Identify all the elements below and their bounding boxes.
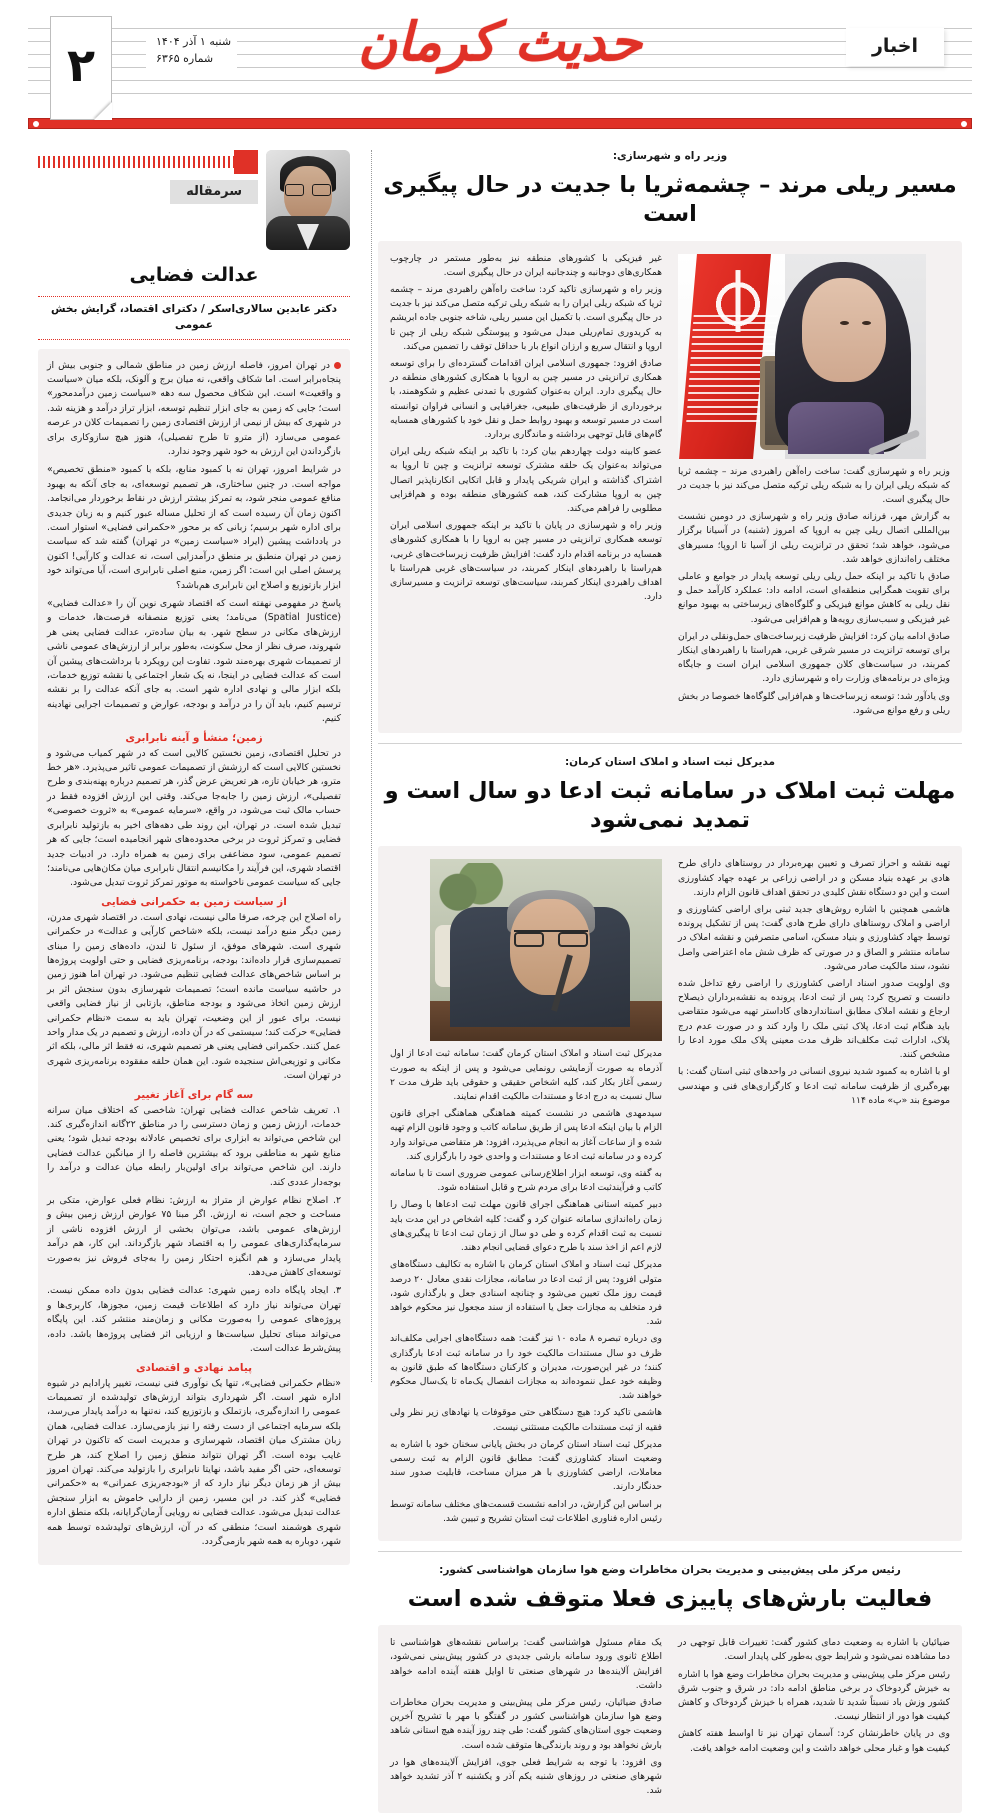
article-paragraph: مدیرکل ثبت اسناد استان کرمان در بخش پایانی سخنان خود با اشاره به وضعیت اسناد کشاورزی گفت: مطابق قانون الزام به ثبت رسمی معاملات، اراضی کشاورزی با هر میزان مساحت، قابلیت صدور سند حدنگار دارند. — [390, 1438, 662, 1493]
masthead-red-bar — [28, 118, 972, 129]
article-paragraph: وزیر راه و شهرسازی تاکید کرد: ساخت راه‌آهن راهبردی مرند – چشمه ثریا که شبکه ریلی ایران را به شبکه ریلی ترکیه متصل می‌کند نیز با جدیت در حال پیگیری است. با تکمیل این مسیر ریلی، شاخه جنوبی جاده ابریشم به کریدوری تمام‌ریلی مبدل می‌شود و پیوستگی شبکه ریلی از چین تا اروپا و انتقال سریع و ارزان انواع بار با حداقل توقف را تضمین می‌کند. — [390, 283, 662, 352]
editorial-body — [38, 349, 350, 1566]
editorial-paragraph: ۱. تعریف شاخص عدالت فضایی تهران: شاخصی که اختلاف میان سرانه خدمات، ارزش زمین و زمان دسترسی را در مناطق ۲۲گانه اندازه‌گیری کند. این شاخص می‌تواند به ابزاری برای تخصیص عادلانه بودجه تبدیل شود؛ یعنی منابع شهر به مناطقی برود که بیشترین فاصله را از میانگین عدالت فضایی دارند. این شاخص می‌تواند برای اولین‌بار رابطه میان عدالت و درآمد را بوجه‌دار عددی کند. — [47, 1104, 341, 1188]
page-body — [28, 150, 972, 1797]
article-paragraph: مدیرکل ثبت اسناد و املاک استان کرمان گفت: سامانه ثبت ادعا از اول آذرماه به صورت آزمایشی رونمایی می‌شود و پس از اینکه به صورت رسمی آغاز بکار کند، کلیه اشخاص حقیقی و حقوقی باید ظرف مدت ۲ سال نسبت به درج ادعا و مستندات مالکیت اقدام نمایند. — [390, 1048, 662, 1103]
article-paragraph: به گفته وی، توسعه ابزار اطلاع‌رسانی عمومی ضروری است تا با سامانه کاتب و فرآیندثبت ادعا برای مردم شرح و قابل استفاده شود. — [390, 1168, 662, 1194]
article-paragraph: هاشمی همچنین با اشاره روش‌های جدید ثبتی برای اراضی کشاورزی و اراضی و املاک روستاهای دارای طرح هادی گفت: پس از تشکیل پرونده توسط جهاد کشاورزی و بنیاد مسکن، اسامی متصرفین و نقشه املاک در سامانه منتشر و الصاق و در صورتی که ظرف شش ماه اعتراضی واصل نشود، سند مالکیت صادر می‌شود. — [678, 904, 950, 972]
editorial-paragraph: «نظام حکمرانی فضایی»، تنها یک نوآوری فنی نیست، تغییر پارادایم در شیوه اداره شهر است. اگر شهرداری بتواند ارزش‌های تولیدشده از تصمیمات عمومی را اندازه‌گیری، بازتملک و بازتوزیع کند، نه‌تنها به درآمد پایدار می‌رسد، بلکه سرمایه اجتماعی از دست رفته را نیز بازمی‌سازد. عدالت فضایی، همان زبان مشترک میان اقتصاد، شهرسازی و مدیریت است که تاکنون در تهران غایب بوده است. اگر تهران نتواند منطق زمین را اصلاح کند، هر طرح توسعه‌ای، حتی اگر مفید باشد، نهایتا نابرابری را بازتولید می‌کند. تهران امروز بیش از هر زمان دیگر نیاز دارد که از «بودجه‌ریزی عمرانی» به «حکمرانی فضایی» گذر کند. در این مسیر، زمین از دارایی خاموش به ابزار سنجش عدالت تبدیل می‌شود. عدالت فضایی نه رویایی آرمان‌گرایانه، بلکه منطق اداره شهری هوشمند است؛ منطقی که در آن، ارزش‌های تولیدشده توسط همه شهر، دوباره به همه شهر بازمی‌گردد. — [47, 1377, 341, 1547]
article-paragraph: مدیرکل ثبت اسناد و املاک استان کرمان با اشاره به تکالیف دستگاه‌های متولی افزود: پس از ثبت ادعا در سامانه، مجازات نقدی معادل ۲۰ درصد قیمت روز ملک تعیین می‌شود و چنانچه اسنادی جعل و بارگذاری شود، فرد متخلف به مجازات جعل یا استفاده از سند مجعول نیز محکوم خواهد شد. — [390, 1259, 662, 1328]
editorial-title: عدالت فضایی — [129, 264, 259, 286]
article-property-registry — [378, 756, 962, 1541]
editorial-byline: دکتر عابدین سالاری‌اسکر / دکترای اقتصاد، گرایش بخش عمومی — [38, 296, 350, 340]
article-panel — [378, 241, 962, 733]
editorial-paragraph: در شرایط امروز، تهران نه با کمبود منابع، بلکه با کمبود «منطق تخصیص» مواجه است. در چنین ساختاری، هر تصمیم توسعه‌ای، به جای آنکه به بهبود منافع عمومی منجر شود، به تمرکز بیشتر ارزش در نقاط برخوردار می‌انجامد. اکنون زمان آن رسیده است که از تحلیل مساله عبور کنیم و به زبان جدیدی برای اداره شهر برسیم؛ زبانی که بر محور «حکمرانی فضایی» استوار است. در یادداشت پیشین (ایراد «سیاست زمین» در تهران) گفته شد که سیاست زمین در تهران منطبق بر منطق درآمدزایی است، نه عدالت و کارآیی! اکنون پرسش اصلی این است: اگر زمین، منبع اصلی نابرابری است، آیا می‌تواند خود ابزار بازتوزیع و اصلاح این نابرابری هم‌باشد؟ — [47, 464, 341, 591]
article-kicker: مدیرکل ثبت اسناد و املاک استان کرمان: — [564, 755, 776, 768]
page-number: ۲ — [66, 38, 96, 92]
column-divider — [360, 150, 372, 1382]
article-paragraph: صادق افزود: جمهوری اسلامی ایران اقدامات گسترده‌ای را برای توسعه همکاری ترانزیتی در مسیر چین به اروپا با همکاری کشورهای منطقه در حال پیگیری دارد. ایران به‌عنوان کشوری با تمدنی عظیم و شکوهمند، با برخورداری از ظرفیت‌های طبیعی، جغرافیایی و انسانی فراوان توانسته است در مسیر توسعه و بهبود روابط حمل و نقل خود با کشورهای همسایه گام‌های قابل توجهی برداشته و ماندگاری بردارد. — [390, 357, 662, 440]
dashed-rule — [38, 156, 234, 168]
article-paragraph: غیر فیزیکی با کشورهای منطقه نیز به‌طور مستمر در چارچوب همکاری‌های دوجانبه و چندجانبه ایران در حال پیگیری است. — [390, 252, 662, 278]
editorial-paragraph: پاسخ در مفهومی نهفته است که اقتصاد شهری نوین آن را «عدالت فضایی» (Spatial Justice) می‌نامد؛ یعنی توزیع منصفانه فرصت‌ها، خدمات و ارزش‌های مکانی در سطح شهر. به بیان ساده‌تر، عدالت فضایی یعنی هر شهروند، صرف نظر از محل سکونت، به‌طور برابر از ارزش‌های عمومی ناشی از تصمیمات شهری بهره‌مند شود. تفاوت این رویکرد با برداشت‌های پیشین آن است که عدالت فضایی در اینجا، نه یک شعار اجتماعی یا نقشه توزیع خدمات، بلکه ابزار مالی و نهادی اداره شهر است. به جای آنکه عدالت را بر نقشه ترسیم کنیم، باید آن را در درآمد و بودجه، عوارض و تصمیمات اجرایی نهادینه کنیم. — [47, 598, 341, 725]
editorial-subheading: سه گام برای آغاز تغییر — [134, 1088, 254, 1101]
article-kicker: رئیس مرکز ملی پیش‌بینی و مدیریت بحران مخاطرات وضع هوا سازمان هواشناسی کشور: — [439, 1563, 901, 1576]
article-paragraph: صادق با تاکید بر اینکه حمل ریلی ریلی توسعه پایدار در جوامع و عاملی برای تقویت همگرایی منطقه‌ای است، ادامه داد: عملکرد کارآمد حمل و نقل ریلی به کاهش موانع فیزیکی و گلوگاه‌های زیرساختی به بهبود موانع غیر فیزیکی و سبب‌سازی رویه‌ها و هم‌افزایی می‌شود. — [678, 570, 950, 625]
article-column-right — [390, 252, 662, 721]
red-square-marker — [234, 150, 258, 174]
editorial-subheading: از سیاست زمین به حکمرانی فضایی — [101, 895, 287, 908]
masthead — [28, 0, 972, 140]
article-separator — [378, 1551, 962, 1552]
editorial-author-photo — [266, 150, 350, 250]
article-kicker: وزیر راه و شهرسازی: — [612, 150, 728, 162]
editorial-paragraph: ۲. اصلاح نظام عوارض از مترا‌ژ به ارزش: نظام فعلی عوارض، متکی بر مساحت و حجم است، نه ارزش. اگر مبنا ۷۵ عوارض ارزش زمین بیش و ارزش‌های عمومی باشد، می‌توان بخشی از ارزش افزوده ناشی از سرمایه‌گذاری‌های عمومی را به اقتصاد شهر بازگرداند. این کار، هم درآمد پایدار می‌سازد و هم انگیزه احتکار زمین را به‌جای فروش نیز به‌صورت توسعه‌ای کاهش می‌دهد. — [47, 1195, 341, 1279]
newspaper-logo: حدیث کرمان — [358, 11, 642, 73]
article-panel — [378, 1625, 962, 1813]
article-paragraph: رئیس مرکز ملی پیش‌بینی و مدیریت بحران مخاطرات وضع هوا با اشاره به خیزش گردوخاک در برخی مناطق ادامه داد: در شرق و جنوب شرق کشور وزش باد نسبتاً شدید تا شدید، همراه با خیزش گردوخاک و کاهش کیفیت هوا دور از انتظار نیست. — [678, 1668, 950, 1723]
section-tab-label: اخبار — [871, 35, 918, 57]
article-paragraph: وزیر راه و شهرسازی گفت: ساخت راه‌آهن راهبردی مرند – چشمه ثریا که شبکه ریلی ایران را به شبکه ریلی ترکیه متصل می‌کند نیز با جدیت در حال پیگیری است. — [678, 465, 950, 505]
article-paragraph: او با اشاره به کمبود شدید نیروی انسانی در واحدهای ثبتی استان گفت: با بهره‌گیری از ظرفیت سامانه ثبت ادعا و کارگزاری‌های فنی و مهندسی موضوع بند «پ» ماده ۱۱۴ — [678, 1066, 950, 1106]
article-panel — [378, 846, 962, 1541]
editorial-mark-bar — [38, 150, 258, 174]
registry-official-photo — [430, 859, 662, 1041]
article-paragraph: تهیه نقشه و احراز تصرف و تعیین بهره‌بردار در روستاهای دارای طرح هادی بر عهده بنیاد مسکن و در اراضی زراعی بر عهده جهاد کشاورزی است و این دو دستگاه نقش کلیدی در تحقق اهداف قانون الزام دارند. — [678, 858, 950, 898]
article-weather — [378, 1564, 962, 1813]
article-column-left — [678, 1636, 950, 1801]
article-paragraph: صادق ادامه بیان کرد: افزایش ظرفیت زیرساخت‌های حمل‌ونقلی در ایران برای توسعه ترانزیت در مسیر شرقی غربی، هم‌راستا با راهبردهای اینکار کمربند، در سیاست‌های کلان جمهوری اسلامی ایران است و جایگاه ویژه‌ای در برنامه‌های وزارت راه و شهرسازی دارد. — [678, 630, 950, 685]
page-corner-fold — [94, 102, 112, 120]
article-paragraph: سیدمهدی هاشمی در نشست کمیته هماهنگی هماهنگی اجرای قانون الزام با بیان اینکه ادعا پس از طریق سامانه کاتب و وجود قانون الزام تهیه شده و از ساعات آغاز به انجام می‌پذیرد، افزود: هر متقاضی می‌تواند وارد کرده و در سامانه ثبت ادعا و مستندات و واحدی خود را بارگزاری کند. — [390, 1108, 662, 1162]
issue-info — [146, 30, 237, 70]
article-paragraph: بر اساس این گزارش، در ادامه نشست قسمت‌های مختلف سامانه توسط رئیس اداره فناوری اطلاعات ثبت استان تشریح و تبیین شد. — [390, 1498, 662, 1524]
editorial-subheading: زمین؛ منشأ و آینه نابرابری — [125, 731, 263, 744]
editorial-label: سرمقاله — [170, 180, 258, 204]
section-tab[interactable] — [846, 28, 944, 66]
article-paragraph: صادق ضیائیان، رئیس مرکز ملی پیش‌بینی و مدیریت بحران مخاطرات وضع هوا سازمان هواشناسی کشور در گفتگو با مهر با تشریح آخرین وضعیت جوی استان‌های کشور گفت: طی چند روز آینده هیچ استانی شاهد بارش نخواهد بود و روند بارندگی‌ها متوقف شده است. — [390, 1697, 662, 1751]
article-paragraph: ضیائیان با اشاره به وضعیت دمای کشور گفت: تغییرات قابل توجهی در دما مشاهده نمی‌شود و شرایط جوی به‌طور کلی پایدار است. — [678, 1637, 950, 1663]
article-headline[interactable]: مهلت ثبت املاک در سامانه ثبت ادعا دو سال است و تمدید نمی‌شود — [384, 777, 956, 834]
issue-date: شنبه ۱ آذر ۱۴۰۴ — [156, 35, 232, 48]
editorial-subheading: پیامد نهادی و اقتصادی — [135, 1361, 253, 1374]
editorial-paragraph: راه اصلاح این چرخه، صرفا مالی نیست، نهادی است. در اقتصاد شهری مدرن، زمین دیگر منبع درآمد نیست، بلکه «شاخص کارآیی و عدالت» در حکمرانی شهری است. شهرهای موفق، از سئول تا لندن، داده‌های زمین را مبنای تصمیم‌سازی قرار داده‌اند: بودجه، برنامه‌ریزی فضایی و حتی اولویت پروژه‌ها بر اساس شاخص‌های عدالت فضایی تنظیم می‌شود. در تهران اما هنوز زمین در حاشیه سیاست مانده است؛ تصمیمات شهرسازی بدون سنجش اثر بر ارزش زمین اتخاذ می‌شود و بودجه مناطق، بازتابی از نیاز فضایی واقعی نیست. برای عبور از این وضعیت، تهران باید به سمت «نظام حکمرانی فضایی» حرکت کند؛ سیستمی که در آن داده، ارزش و تصمیم در یک مدار واحد عمل کنند. حکمرانی فضایی یعنی هر تصمیم شهری، نه فقط اثر مالی، بلکه اثر مکانی و توزیعی‌اش سنجیده شود. این همان حلقه مفقوده برنامه‌ریزی شهری در تهران است. — [47, 911, 341, 1082]
article-paragraph: وی درباره تبصره ۸ ماده ۱۰ نیز گفت: همه دستگاه‌های اجرایی مکلف‌اند ظرف دو سال مستندات مالکیت خود را در سامانه ثبت ادعا بارگذاری کنند؛ در غیر این‌صورت، مدیران و کارکنان دستگاه‌ها که طبق قانون به وظیفه خود عمل ننموده‌اند به مجازات انفصال یک‌ماه تا یک‌سال محکوم خواهند شد. — [390, 1333, 662, 1402]
editorial-header — [38, 150, 350, 250]
article-column-right — [390, 857, 662, 1529]
issue-number: شماره ۶۳۶۵ — [156, 52, 214, 65]
article-paragraph: عضو کابینه دولت چهاردهم بیان کرد: با تاکید بر اینکه شبکه ریلی ایران می‌تواند به‌عنوان یک حلقه مشترک توسعه ترانزیت و چین تا اروپا به اشتراک گذاشته و ایران شریکی پایدار و قابل اتکایی انکارناپذیر اتصال چین به اروپا مشارکت کند، همه کشورهای منطقه بوده و هم‌افزایی مطلوبی را فراهم می‌کند. — [390, 446, 662, 514]
article-headline[interactable]: مسیر ریلی مرند – چشمه‌ثریا با جدیت در حال پیگیری است — [383, 172, 957, 228]
article-paragraph: دبیر کمیته استانی هماهنگی اجرای قانون مهلت ثبت ادعاها با وصال را زمان راه‌اندازی سامانه عنوان کرد و گفت: کلیه اشخاص در این مدت باید نسبت به ثبت اقدام کرده و طی دو سال از زمان ثبت ادعا تا پیگیری‌های لازم اعم از اخذ سند با طرح دعوای قضایی انجام دهند. — [390, 1199, 662, 1254]
article-paragraph: وی در پایان خاطرنشان کرد: آسمان تهران نیز تا اواسط هفته کاهش کیفیت هوا و غبار محلی خواهد داشت و این وضعیت ادامه خواهد یافت. — [678, 1728, 950, 1754]
article-paragraph: وی یادآور شد: توسعه زیرساخت‌ها و هم‌افزایی گلوگاه‌ها خصوصا در بخش ریلی و رفع موانع می‌شود. — [678, 690, 950, 716]
news-column — [374, 150, 972, 1797]
page-number-box — [50, 16, 112, 120]
article-paragraph: هاشمی تاکید کرد: هیچ دستگاهی حتی موقوفات یا نهادهای زیر نظر ولی فقیه از ثبت مستندات مالکیت مستثنی نیست. — [390, 1407, 662, 1433]
article-paragraph: وزیر راه و شهرسازی در پایان با تاکید بر اینکه جمهوری اسلامی ایران توسعه همکاری ترانزیتی در مسیر چین به اروپا را با همکاری کشورهای همسایه در برنامه اقدام دارد گفت: افزایش ظرفیت زیرساخت‌های غربی، هم‌راستا با راهبردهای اینکار کمربند، در سیاست‌های غربی هم‌راستا با اهداف راهبردی اینکار کمربند، سیاست‌های توسعه ترانزیت و مسیرسازی دارد. — [390, 520, 662, 603]
article-paragraph: به گزارش مهر، فرزانه صادق وزیر راه و شهرسازی در دومین نشست بین‌المللی اتصال ریلی چین به اروپا که امروز (شنبه) در آسیانا برگزار می‌شود، خواهد شد؛ تحقق در ترانزیت ریلی از آسیا تا اروپا؛ مسیرهای مختلف راه‌اندازی خواهد شد. — [678, 511, 950, 565]
minister-photo — [678, 254, 926, 459]
article-rail-minister — [378, 150, 962, 733]
editorial-paragraph: در تهران امروز، فاصله ارزش زمین در مناطق شمالی و جنوبی بیش از پنجاه‌برابر است. اما شکاف واقعی، نه میان برج و آلونک، بلکه میان «سیاست و واقعیت» است. این شکاف محصول سه دهه «سیاست زمین درآمدمحور» است؛ جایی که زمین به جای ابزار تنظیم توسعه، ابزار تراز درآمد و هزینه شد. در شهری که بیش از نیمی از ارزش اقتصادی زمین را تصمیمات کلان در عرصه عمومی می‌سازد (از مترو تا طرح تفصیلی)، هنوز هیچ سازوکاری برای بازگرداندن این ارزش به خود شهر وجود ندارد. — [47, 359, 341, 460]
article-column-right — [390, 1636, 662, 1801]
editorial-column — [28, 150, 358, 1547]
article-paragraph: یک مقام مسئول هواشناسی گفت: براساس نقشه‌های هواشناسی تا اطلاع ثانوی ورود سامانه بارشی جدیدی در کشور پیش‌بینی نمی‌شود، افزایش آلاینده‌ها در شهرهای صنعتی تا اوایل هفته آینده ادامه خواهد داشت. — [390, 1637, 662, 1691]
article-paragraph: وی اولویت صدور اسناد اراضی کشاورزی را اراضی رفع تداخل شده دانست و تصریح کرد: پس از ثبت ادعا، پرونده به نقشه‌برداران ذیصلاح ارجاع و نقشه املاک مطابق استانداردهای کاداستر تهیه می‌شود متقاضی باید هنگام ثبت ادعا، پلاک ثبتی ملک را وارد کند و در صورت عدم درج پلاک، ادارات ثبت مکلف‌اند ظرف مدت معینی پلاک ملک مورد ادعا را مشخص کنند. — [678, 978, 950, 1061]
article-separator — [378, 743, 962, 744]
editorial-paragraph: در تحلیل اقتصادی، زمین نخستین کالایی است که در شهر کمیاب می‌شود و نخستین کالایی است که ارزشش از تصمیمات عمومی تاثیر می‌پذیرد. «هر خط مترو، هر خیابان تازه، هر تعریض عرض گذر، هر تصمیم درباره پهنه‌بندی و طرح تفصیلی»، ارزش زمین را جابه‌جا می‌کند. وقتی این ارزش افزوده فقط در حساب مالک ثبت می‌شود، در واقع، «سرمایه عمومی» به «ثروت خصوصی» تبدیل شده است. در تهران، این روند طی دهه‌های اخیر به بازتولید نابرابری فضایی و تمرکز ثروت در برخی محدوده‌های شهر انجامیده است؛ جایی که هر تصمیم عمومی، سود مضاعفی برای زمین به همراه دارد. در ادبیات جدید اقتصاد شهری، این فرآیند را مکانیسم انتقال نابرابری میان مکان‌هایی می‌نامند؛ جایی که سیاست عمومی ناخواسته به موتور تمرکز ثروت تبدیل می‌شود. — [47, 747, 341, 889]
article-column-left — [678, 252, 950, 721]
article-headline[interactable]: فعالیت بارش‌های پاییزی فعلا متوقف شده است — [407, 1585, 933, 1612]
article-paragraph: وی افزود: با توجه به شرایط فعلی جوی، افزایش آلاینده‌های هوا در شهرهای صنعتی در روزهای شنبه یکم آذر و یکشنبه ۲ آذر تشدید خواهد شد. — [390, 1756, 662, 1797]
article-column-left — [678, 857, 950, 1529]
editorial-paragraph: ۳. ایجاد پایگاه داده زمین شهری: عدالت فضایی بدون داده ممکن نیست. تهران می‌تواند نیاز دارد که اطلاعات قیمت زمین، مجوزها، کاربری‌ها و پروژه‌های عمومی را به‌صورت مکانی و زمان‌مند منتشر کند. این پایگاه می‌تواند مبنای تحلیل سیاست‌ها و ارزیابی اثر فضایی پروژه‌ها باشد. داده، پیش‌شرط عدالت است. — [47, 1285, 341, 1355]
